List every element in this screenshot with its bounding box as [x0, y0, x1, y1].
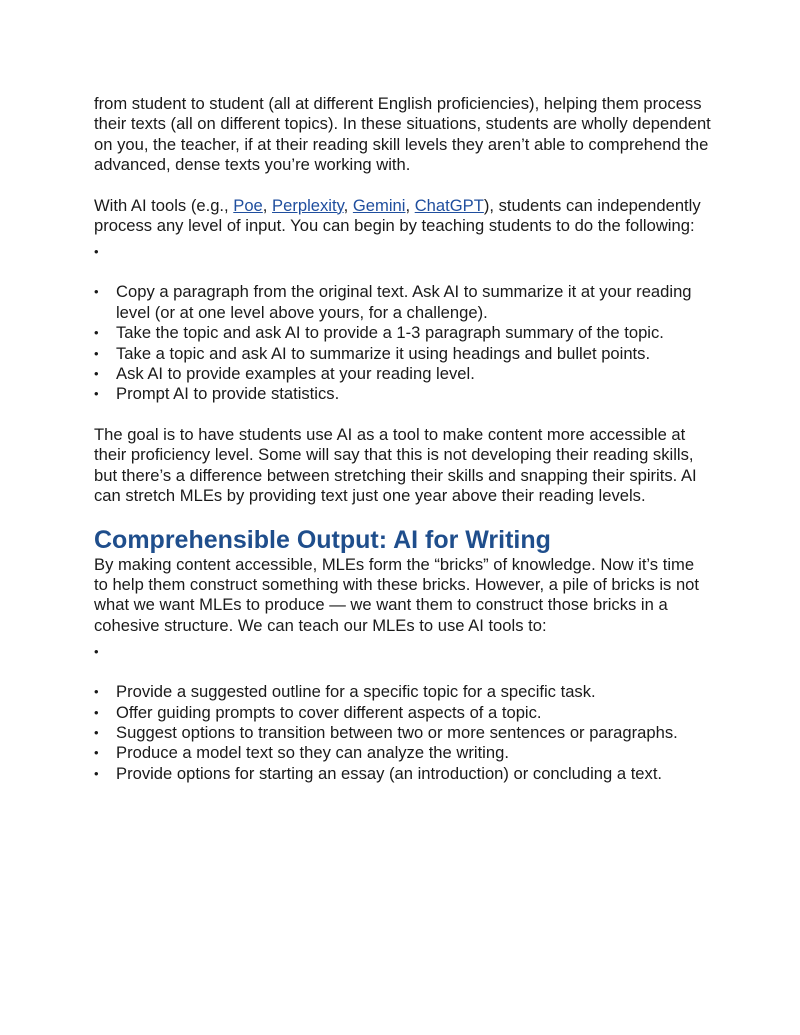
paragraph-ai-tools: With AI tools (e.g., Poe, Perplexity, Gemini, ChatGPT), students can independently process any level of input. You can begin by teaching students to do the following: [94, 195, 701, 236]
list-item: • Offer guiding prompts to cover different aspects of a topic. [94, 703, 712, 723]
paragraph-intro: from student to student (all at different English proficiencies), helping them process their texts (all on different topics). In these situations, students are wholly dependent on you, the teacher, if at their reading skill levels they aren’t able to comprehend the advanced, dense texts you’re working with. [94, 94, 711, 175]
list-item: • Take a topic and ask AI to summarize it using headings and bullet points. [94, 344, 712, 364]
link-gemini[interactable]: Gemini [352, 195, 406, 215]
list-item: • Copy a paragraph from the original text. Ask AI to summarize it at your reading level (or at one level above yours, for a challenge). [94, 282, 712, 323]
article-body [94, 94, 712, 784]
paragraph-goal: The goal is to have students use AI as a tool to make content more accessible at their proficiency level. Some will say that this is not developing their reading skills, but there’s a difference between stretching their skills and snapping their spirits. AI can stretch MLEs by providing text just one year above their reading levels. [94, 424, 697, 506]
paragraph-ai-tools-suffix: ), students can independently process any level of input. You can begin by teaching students to do the following: [94, 195, 701, 236]
link-poe[interactable]: Poe [233, 195, 263, 215]
list-item: • Suggest options to transition between two or more sentences or paragraphs. [94, 723, 712, 743]
section-heading: Comprehensible Output: AI for Writing [94, 525, 551, 554]
empty-bullet-item [94, 242, 712, 262]
writing-tasks-list [94, 642, 712, 784]
list-item: • Produce a model text so they can analyze the writing. [94, 743, 712, 763]
link-perplexity[interactable]: Perplexity [272, 195, 344, 215]
reading-tasks-list [94, 242, 712, 404]
list-item: • Provide a suggested outline for a specific topic for a specific task. [94, 682, 712, 702]
list-item: • Take the topic and ask AI to provide a 1-3 paragraph summary of the topic. [94, 323, 712, 343]
list-item: • Provide options for starting an essay (an introduction) or concluding a text. [94, 764, 712, 784]
empty-bullet-item [94, 642, 712, 662]
link-chatgpt[interactable]: ChatGPT [414, 195, 484, 215]
list-item: • Ask AI to provide examples at your reading level. [94, 364, 712, 384]
paragraph-bricks: By making content accessible, MLEs form the “bricks” of knowledge. Now it’s time to help them construct something with these bricks. However, a pile of bricks is not what we want MLEs to produce — we want them to construct those bricks in a cohesive structure. We can teach our MLEs to use AI tools to: [94, 554, 700, 635]
paragraph-ai-tools-prefix: With AI tools (e.g., [94, 195, 234, 215]
list-item: • Prompt AI to provide statistics. [94, 384, 712, 404]
